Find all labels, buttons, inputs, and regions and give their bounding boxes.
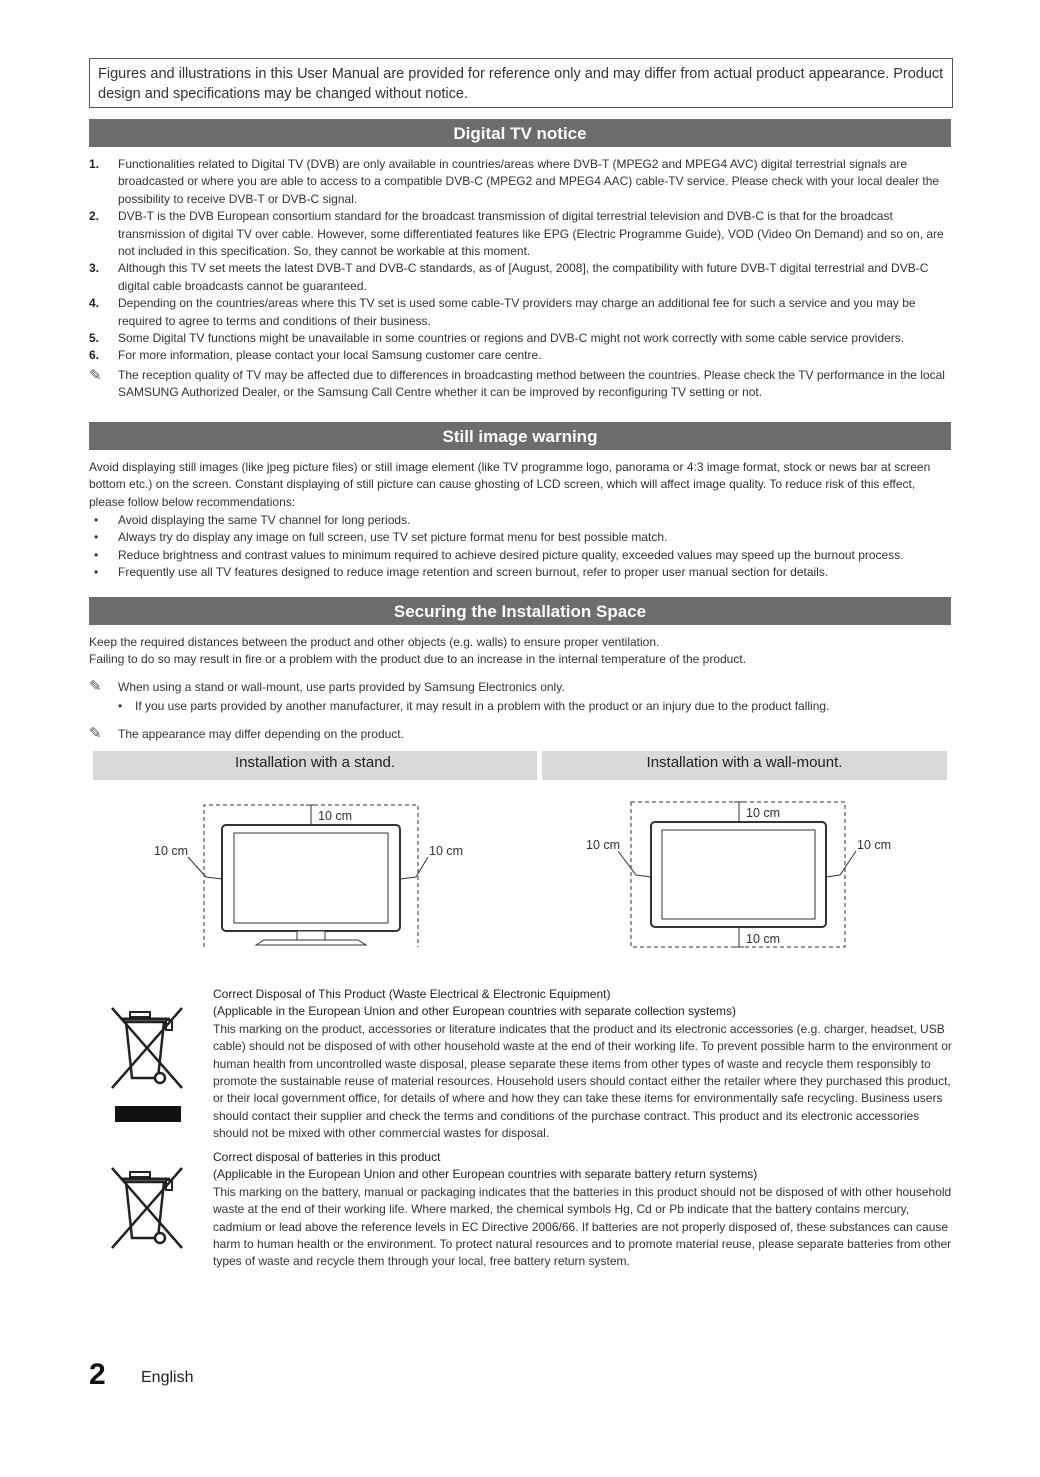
tv-stand-base <box>256 940 366 945</box>
list-item: 2. DVB-T is the DVB European consortium standard for the broadcast transmission of digital terrestrial television and DVB-C is that for the broadcast transmission of digital TV over cable. However, some differentiated features like EPG (Electric Programme Guide), VOD (Video On Demand) and so on, are not included in this specification. So, they cannot be workable at this moment. <box>89 209 944 259</box>
top-gap-label: 10 cm <box>746 806 781 820</box>
battery-disposal-block <box>213 1149 953 1271</box>
pencil-note-icon: ✎ <box>89 678 102 695</box>
crossed-out-wheelie-bin-icon <box>108 1004 188 1094</box>
top-gap-label: 10 cm <box>318 809 353 823</box>
tv-screen <box>662 830 815 919</box>
tv-screen <box>234 833 388 923</box>
digital-tv-list <box>89 156 951 402</box>
installation-header: Securing the Installation Space <box>89 597 951 625</box>
right-gap-label: 10 cm <box>429 844 464 858</box>
bullet-icon: • <box>118 699 123 713</box>
product-disposal-title: Correct Disposal of This Product (Waste Electrical & Electronic Equipment) <box>213 987 611 1001</box>
stand-install-diagram <box>140 795 480 955</box>
left-gap-leader <box>618 851 651 877</box>
separate-collection-bar <box>115 1106 181 1122</box>
list-item: 3. Although this TV set meets the latest DVB-T and DVB-C standards, as of [August, 2008], the compatibility with future DVB-T digital terrestrial and DVB-C digital cable broadcasts cannot be guaranteed. <box>89 261 929 293</box>
product-disposal-subtitle: (Applicable in the European Union and other European countries with separate collection systems) <box>213 1004 736 1019</box>
still-image-header: Still image warning <box>89 422 951 450</box>
battery-disposal-body: This marking on the battery, manual or packaging indicates that the batteries in this product should not be disposed of with other household waste at the end of their working life. Where marked, the chemical symbols Hg, Cd or Pb indicate that the battery contains mercury, cadmium or lead above the reference levels in EC Directive 2006/66. If batteries are not properly disposed of, these substances can cause harm to human health or the environment. To protect natural resources and to promote material reuse, please separate batteries from other types of waste and recycle them through your local, free battery return system. <box>213 1184 952 1269</box>
left-gap-label: 10 cm <box>154 844 189 858</box>
wall-install-label: Installation with a wall-mount. <box>542 751 947 780</box>
list-item: 1. Functionalities related to Digital TV (DVB) are only available in countries/areas where DVB-T (MPEG2 and MPEG4 AVC) digital terrestrial signals are broadcasted or where you are able to access to a compatible DVB-C (MPEG2 and MPEG4 AAC) cable-TV service. Please check with your local dealer the possibility to receive DVB-T or DVB-C signal. <box>89 157 940 206</box>
battery-disposal-subtitle: (Applicable in the European Union and other European countries with separate battery return systems) <box>213 1167 758 1182</box>
tv-stand-neck <box>297 931 325 940</box>
still-image-intro: Avoid displaying still images (like jpeg picture files) or still image element (like TV programme logo, panorama or 4:3 image format, stock or news bar at screen bottom etc.) on the screen. Constant displaying of still picture can cause ghosting of LCD screen, which will affect image quality. To reduce risk of this effect, please follow below recommendations: <box>89 460 931 509</box>
wall-install-diagram <box>580 795 900 955</box>
right-gap-label: 10 cm <box>857 838 892 852</box>
bottom-gap-label: 10 cm <box>746 932 781 946</box>
disclaimer-notice: Figures and illustrations in this User Manual are provided for reference only and may differ from actual product appearance. Product design and specifications may be changed without notice. <box>89 58 953 108</box>
list-item: • Reduce brightness and contrast values to minimum required to achieve desired picture quality, exceeded values may speed up the burnout process. <box>89 547 951 564</box>
list-item: • Always try do display any image on full screen, use TV set picture format menu for best possible match. <box>89 529 951 546</box>
product-disposal-block <box>213 986 953 1143</box>
list-item: 4. Depending on the countries/areas where this TV set is used some cable-TV providers may charge an additional fee for such a service and you may be required to agree to terms and conditions of their business. <box>89 296 916 328</box>
list-item: 5. Some Digital TV functions might be unavailable in some countries or regions and DVB-C might not work correctly with some cable service providers. <box>89 331 905 346</box>
page-number: 2 <box>89 1358 106 1391</box>
right-gap-leader <box>826 851 856 877</box>
pencil-note-icon: ✎ <box>89 725 102 742</box>
installation-note-1: ✎ When using a stand or wall-mount, use parts provided by Samsung Electronics only. <box>89 678 565 695</box>
left-gap-leader <box>188 857 222 879</box>
list-item: • Avoid displaying the same TV channel for long periods. <box>89 512 951 529</box>
list-item: • Frequently use all TV features designed to reduce image retention and screen burnout, refer to proper user manual section for details. <box>89 564 951 581</box>
left-gap-label: 10 cm <box>586 838 621 852</box>
battery-disposal-title: Correct disposal of batteries in this product <box>213 1150 441 1164</box>
product-disposal-body: This marking on the product, accessories or literature indicates that the product and its electronic accessories (e.g. charger, headset, USB cable) should not be disposed of with other household waste at the end of their working life. To prevent possible harm to the environment or human health from uncontrolled waste disposal, please separate these items from other types of waste and recycle them responsibly to promote the sustainable reuse of material resources. Household users should contact either the retailer where they purchased this product, or their local government office, for details of where and how they can take these items for environmentally safe recycling. Business users should contact their supplier and check the terms and conditions of the purchase contract. This product and its electronic accessories should not be mixed with other commercial wastes for disposal. <box>213 1021 952 1141</box>
installation-intro-1: Keep the required distances between the product and other objects (e.g. walls) to ensure proper ventilation. <box>89 635 660 649</box>
note-item: ✎ The reception quality of TV may be affected due to differences in broadcasting method between the countries. Please check the TV performance in the local SAMSUNG Authorized Dealer, or the Samsung Call Centre whether it can be improved by reconfiguring TV setting or not. <box>89 366 945 400</box>
installation-intro-2: Failing to do so may result in fire or a problem with the product due to an increase in the internal temperature of the product. <box>89 652 747 666</box>
pencil-note-icon: ✎ <box>89 366 102 384</box>
installation-note-2: ✎ The appearance may differ depending on the product. <box>89 725 404 742</box>
still-image-bullets <box>89 512 951 582</box>
list-item: 6. For more information, please contact your local Samsung customer care centre. <box>89 348 542 363</box>
stand-install-label: Installation with a stand. <box>93 751 537 780</box>
right-gap-leader <box>400 857 428 879</box>
crossed-out-battery-bin-icon <box>108 1164 188 1254</box>
digital-tv-header: Digital TV notice <box>89 119 951 147</box>
page-language: English <box>141 1369 194 1386</box>
installation-sub-bullet: • If you use parts provided by another manufacturer, it may result in a problem with the product or an injury due to the product falling. <box>118 699 830 713</box>
